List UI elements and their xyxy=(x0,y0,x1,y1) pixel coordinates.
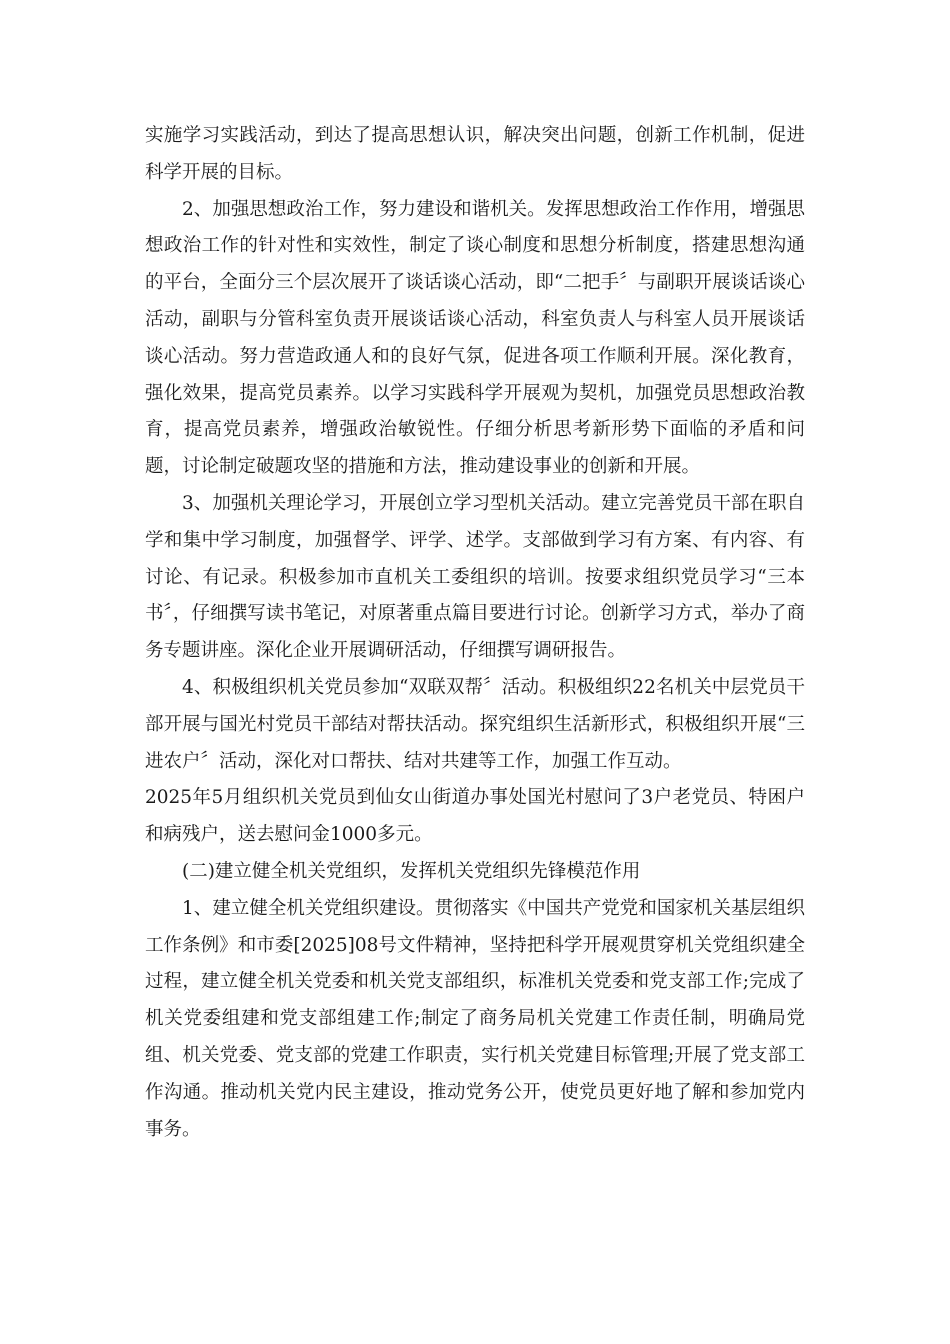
paragraph-item-2: 2、加强思想政治工作，努力建设和谐机关。发挥思想政治工作作用，增强思想政治工作的针对性和实效性，制定了谈心制度和思想分析制度，搭建思想沟通的平台，全面分三个层次展开了谈话谈心活动，即“二把手〞与副职开展谈话谈心活动，副职与分管科室负责开展谈话谈心活动，科室负责人与科室人员开展谈话谈心活动。努力营造政通人和的良好气氛，促进各项工作顺利开展。深化教育，强化效果，提高党员素养。以学习实践科学开展观为契机，加强党员思想政治教育，提高党员素养，增强政治敏锐性。仔细分析思考新形势下面临的矛盾和问题，讨论制定破题攻坚的措施和方法，推动建设事业的创新和开展。 xyxy=(145,198,805,478)
paragraph-item-4: 4、积极组织机关党员参加“双联双帮〞活动。积极组织22名机关中层党员干部开展与国光村党员干部结对帮扶活动。探究组织生活新形式，积极组织开展“三进农户〞活动，深化对口帮扶、结对共建等工作，加强工作互动。 xyxy=(145,676,805,772)
section-heading-2: (二)建立健全机关党组织，发挥机关党组织先锋模范作用 xyxy=(182,860,641,882)
paragraph-item-3: 3、加强机关理论学习，开展创立学习型机关活动。建立完善党员干部在职自学和集中学习制度，加强督学、评学、述学。支部做到学习有方案、有内容、有讨论、有记录。积极参加市直机关工委组织的培训。按要求组织党员学习“三本书〞，仔细撰写读书笔记，对原著重点篇目要进行讨论。创新学习方式，举办了商务专题讲座。深化企业开展调研活动，仔细撰写调研报告。 xyxy=(145,492,805,662)
paragraph-continuation: 实施学习实践活动，到达了提高思想认识，解决突出问题，创新工作机制，促进科学开展的目标。 xyxy=(145,125,805,183)
paragraph-section-2-item-1: 1、建立健全机关党组织建设。贯彻落实《中国共产党党和国家机关基层组织工作条例》和市委[2025]08号文件精神，坚持把科学开展观贯穿机关党组织建全过程，建立健全机关党委和机关党支部组织，标准机关党委和党支部工作;完成了机关党委组建和党支部组建工作;制定了商务局机关党建工作责任制，明确局党组、机关党委、党支部的党建工作职责，实行机关党建目标管理;开展了党支部工作沟通。推动机关党内民主建设，推动党务公开，使党员更好地了解和参加党内事务。 xyxy=(145,897,805,1140)
document-body xyxy=(145,118,805,1148)
paragraph-2025-visit: 2025年5月组织机关党员到仙女山街道办事处国光村慰问了3户老党员、特困户和病残户，送去慰问金1000多元。 xyxy=(145,787,805,846)
